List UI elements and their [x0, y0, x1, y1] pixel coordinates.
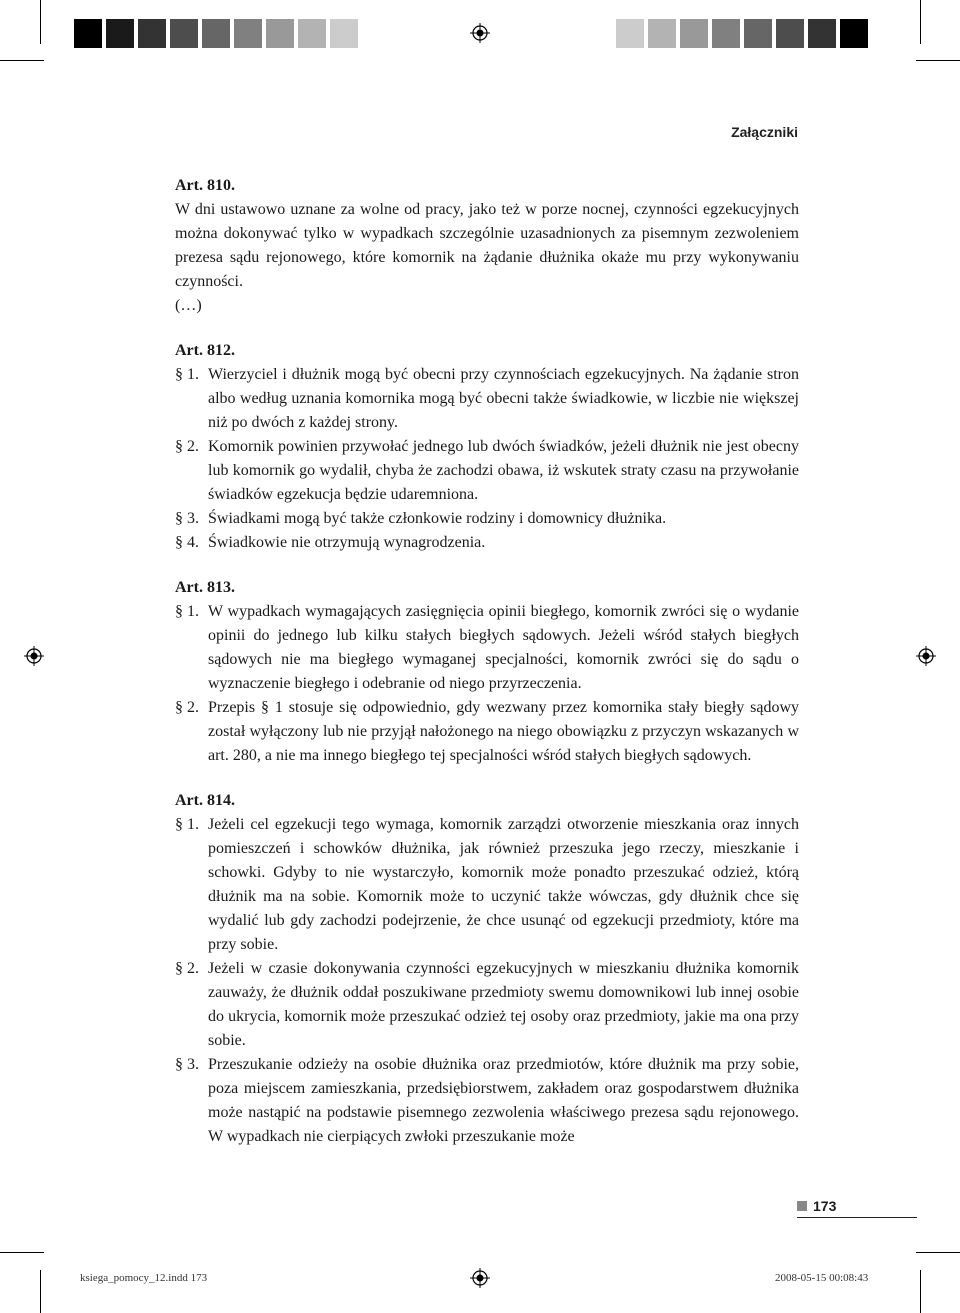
article-title: Art. 814.: [175, 792, 235, 809]
paragraph-number: § 3.: [175, 1056, 199, 1073]
color-swatch: [808, 19, 836, 48]
paragraph-item: [175, 957, 799, 1053]
color-swatch: [298, 19, 326, 48]
crop-mark: [920, 1270, 921, 1313]
crop-mark: [40, 0, 41, 44]
paragraph-number: § 1.: [175, 603, 199, 620]
paragraph-text: Wierzyciel i dłużnik mogą być obecni przy czynnościach egzekucyjnych. Na żądanie stron albo według uznania komornika mogą być obecni także świadkowie, w liczbie nie większej niż po dwóch z każdej strony.: [208, 366, 799, 431]
color-swatch: [840, 19, 868, 48]
registration-mark-icon: [24, 646, 44, 666]
paragraph-text: Komornik powinien przywołać jednego lub dwóch świadków, jeżeli dłużnik nie jest obecny lub komornik go wydalił, chyba że zachodzi obawa, iż wskutek straty czasu na przywołanie świadków egzekucja będzie udaremniona.: [208, 438, 799, 503]
color-swatch: [74, 19, 102, 48]
color-swatch: [234, 19, 262, 48]
registration-mark-icon: [470, 23, 490, 43]
article-title: Art. 813.: [175, 579, 235, 596]
paragraph-item: [175, 435, 799, 507]
paragraph-text: Jeżeli cel egzekucji tego wymaga, komornik zarządzi otworzenie mieszkania oraz innych pomieszczeń i schowków dłużnika, jak również przeszuka jego rzeczy, mieszkanie i schowki. Gdyby to nie wystarczyło, komornik może ponadto przeszukać odzież, którą dłużnik ma na sobie. Komornik może to uczynić także wówczas, gdy dłużnik chce się wydalić lub gdy zachodzi podejrzenie, że chce usunąć od egzekucji przedmioty, które ma przy sobie.: [208, 816, 799, 953]
paragraph-number: § 1.: [175, 816, 199, 833]
article-text: W dni ustawowo uznane za wolne od pracy, jako też w porze nocnej, czynności egzekucyjnych można dokonywać tylko w wypadkach szczególnie uzasadnionych za pisemnym zezwoleniem prezesa sądu rejonowego, które komornik na żądanie dłużnika okaże mu przy wykonywaniu czynności.: [175, 201, 799, 290]
color-swatch: [202, 19, 230, 48]
paragraph-item: [175, 363, 799, 435]
running-header: Załączniki: [731, 124, 798, 140]
paragraph-number: § 2.: [175, 960, 199, 977]
paragraph-item: [175, 696, 799, 768]
paragraph-item: [175, 813, 799, 957]
square-marker-icon: [797, 1201, 807, 1211]
color-swatch: [616, 19, 644, 48]
paragraph-number: § 1.: [175, 366, 199, 383]
paragraph-item: [175, 600, 799, 696]
crop-mark: [916, 60, 960, 61]
paragraph-text: Świadkowie nie otrzymują wynagrodzenia.: [208, 534, 486, 551]
paragraph-text: Jeżeli w czasie dokonywania czynności egzekucyjnych w mieszkaniu dłużnika komornik zauważy, że dłużnik oddał poszukiwane przedmioty swemu domownikowi lub innej osobie do ukrycia, komornik może przeszukać odzież tej osoby oraz przedmioty, jakie ma ona przy sobie.: [208, 960, 799, 1049]
paragraph-item: [175, 531, 799, 555]
crop-mark: [920, 0, 921, 44]
color-swatch: [712, 19, 740, 48]
document-body: [175, 174, 799, 1149]
color-swatch: [170, 19, 198, 48]
color-swatch: [776, 19, 804, 48]
color-swatch: [744, 19, 772, 48]
color-calibration-bar: [584, 19, 872, 48]
color-swatch: [330, 19, 358, 48]
color-swatch: [680, 19, 708, 48]
paragraph-number: § 2.: [175, 438, 199, 455]
crop-mark: [0, 1252, 44, 1253]
color-swatch: [106, 19, 134, 48]
color-swatch: [584, 19, 612, 48]
color-swatch: [648, 19, 676, 48]
crop-mark: [40, 1270, 41, 1313]
page-number: [797, 1198, 917, 1218]
color-swatch: [138, 19, 166, 48]
paragraph-item: [175, 507, 799, 531]
paragraph-text: Świadkami mogą być także członkowie rodziny i domownicy dłużnika.: [208, 510, 667, 527]
paragraph-number: § 4.: [175, 534, 199, 551]
paragraph-text: W wypadkach wymagających zasięgnięcia opinii biegłego, komornik zwróci się o wydanie opinii do jednego lub kilku stałych biegłych sądowych. Jeżeli wśród stałych biegłych sądowych nie ma biegłego wymaganej specjalności, komornik zwróci się do sądu o wyznaczenie biegłego i odebranie od niego przyrzeczenia.: [208, 603, 799, 692]
paragraph-text: Przepis § 1 stosuje się odpowiednio, gdy wezwany przez komornika stały biegły sądowy został wyłączony lub nie przyjął nałożonego na niego obowiązku z przyczyn wskazanych w art. 280, a nie ma innego biegłego tej specjalności wśród stałych biegłych sądowych.: [208, 699, 799, 764]
article-title: Art. 812.: [175, 342, 235, 359]
paragraph-item: [175, 1053, 799, 1149]
article-title: Art. 810.: [175, 177, 235, 194]
crop-mark: [916, 1252, 960, 1253]
crop-mark: [0, 60, 44, 61]
paragraph-text: Przeszukanie odzieży na osobie dłużnika oraz przedmiotów, które dłużnik ma przy sobie, poza miejscem zamieszkania, przedsiębiorstwem, zakładem oraz gospodarstwem dłużnika może nastąpić na podstawie pisemnego zezwolenia właściwego prezesa sądu rejonowego. W wypadkach nie cierpiących zwłoki przeszukanie może: [208, 1056, 799, 1145]
color-calibration-bar: [74, 19, 362, 48]
page-number-value: 173: [813, 1198, 837, 1214]
paragraph-number: § 2.: [175, 699, 199, 716]
file-slug: ksiega_pomocy_12.indd 173: [80, 1272, 208, 1284]
paragraph-number: § 3.: [175, 510, 199, 527]
timestamp-slug: 2008-05-15 00:08:43: [775, 1272, 869, 1284]
registration-mark-icon: [470, 1268, 490, 1288]
registration-mark-icon: [916, 646, 936, 666]
color-swatch: [266, 19, 294, 48]
ellipsis: (…): [175, 297, 202, 314]
